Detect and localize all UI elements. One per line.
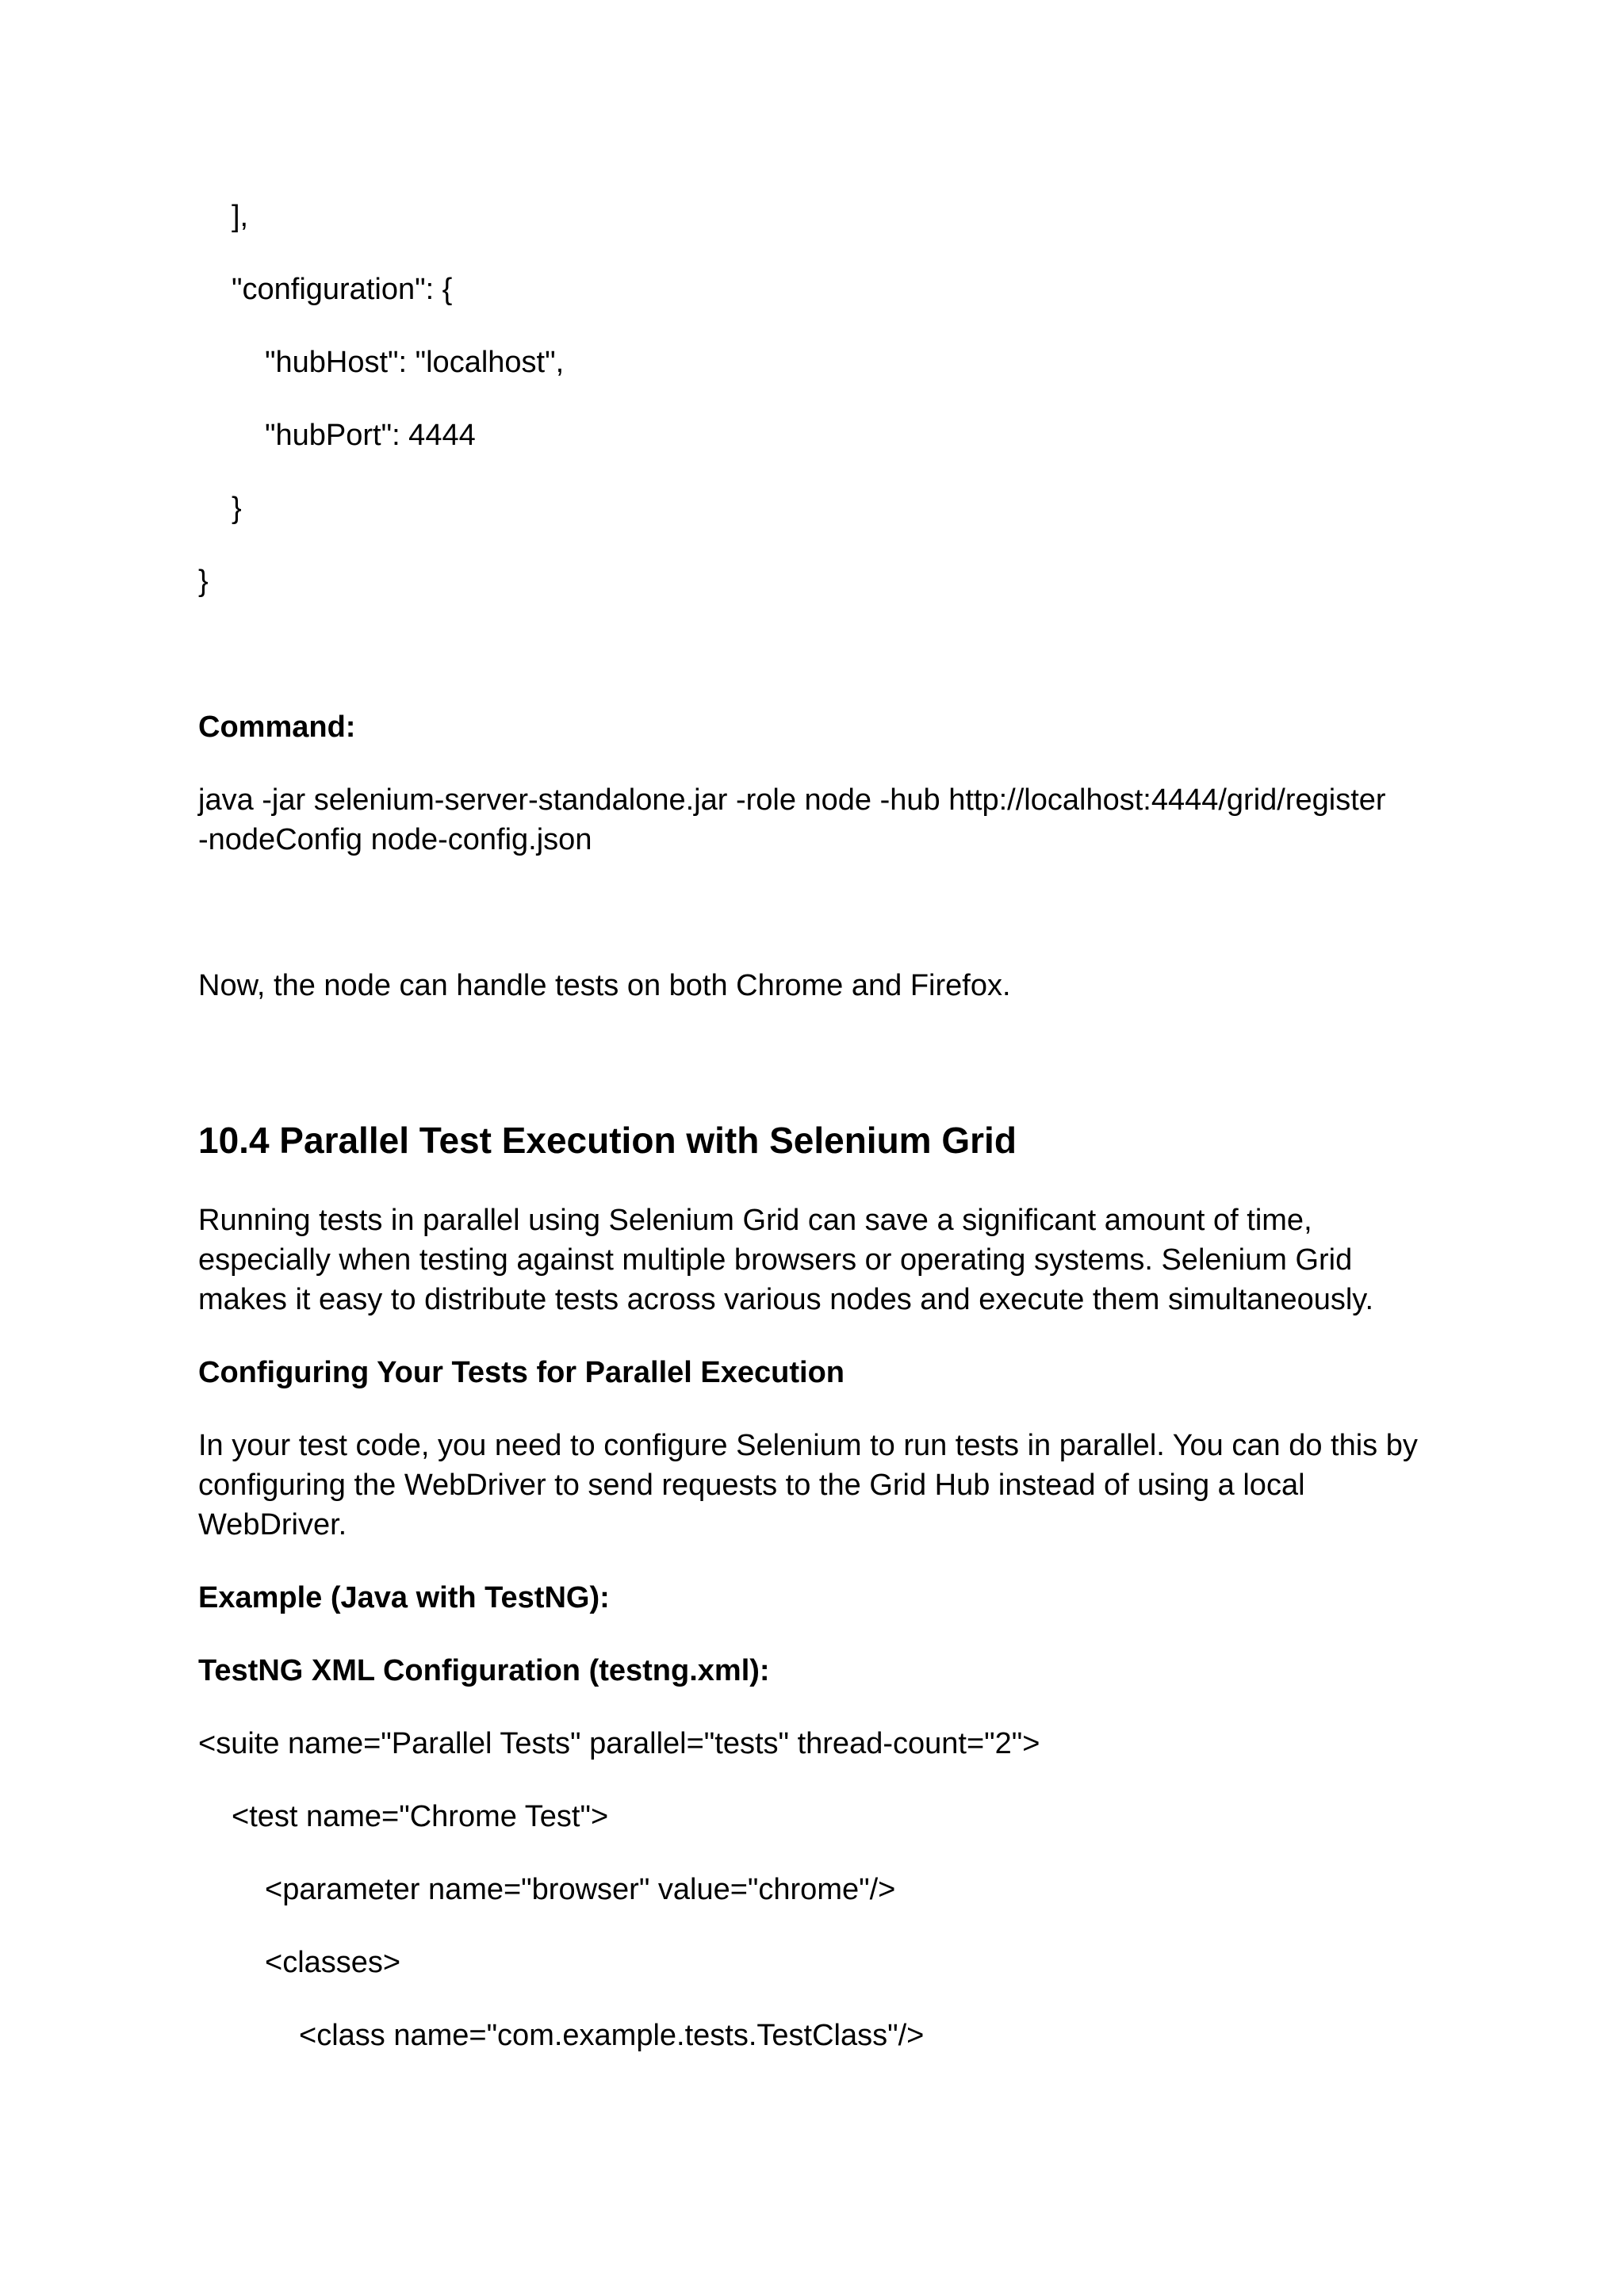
command-line: -nodeConfig node-config.json — [198, 823, 592, 856]
code-line: <classes> — [265, 1946, 401, 1979]
note-text: Now, the node can handle tests on both Chrome and Firefox. — [198, 969, 1011, 1002]
section-heading: 10.4 Parallel Test Execution with Selenium Grid — [198, 1120, 1017, 1161]
code-line: } — [198, 565, 209, 598]
subheading: Configuring Your Tests for Parallel Execution — [198, 1356, 845, 1389]
xml-config-label: TestNG XML Configuration (testng.xml): — [198, 1654, 770, 1687]
paragraph-line: makes it easy to distribute tests across various nodes and execute them simultaneously. — [198, 1283, 1374, 1316]
code-line: <test name="Chrome Test"> — [232, 1800, 609, 1833]
command-label: Command: — [198, 710, 356, 744]
code-line: <suite name="Parallel Tests" parallel="tests" thread-count="2"> — [198, 1727, 1040, 1760]
paragraph-line: especially when testing against multiple browsers or operating systems. Selenium Grid — [198, 1243, 1353, 1277]
code-line: <parameter name="browser" value="chrome"/> — [265, 1873, 896, 1906]
code-line: "hubHost": "localhost", — [265, 346, 565, 379]
command-line: java -jar selenium-server-standalone.jar -role node -hub http://localhost:4444/grid/register — [198, 783, 1386, 817]
paragraph-line: In your test code, you need to configure Selenium to run tests in parallel. You can do this by — [198, 1429, 1418, 1462]
code-line: <class name="com.example.tests.TestClass"/> — [299, 2019, 925, 2052]
paragraph-line: WebDriver. — [198, 1508, 347, 1541]
code-line: "configuration": { — [232, 273, 453, 306]
paragraph-line: configuring the WebDriver to send requests to the Grid Hub instead of using a local — [198, 1469, 1305, 1502]
code-line: } — [232, 492, 242, 525]
example-label: Example (Java with TestNG): — [198, 1581, 610, 1614]
code-line: "hubPort": 4444 — [265, 419, 476, 452]
paragraph-line: Running tests in parallel using Selenium Grid can save a significant amount of time, — [198, 1204, 1312, 1237]
code-line: ], — [232, 200, 249, 233]
